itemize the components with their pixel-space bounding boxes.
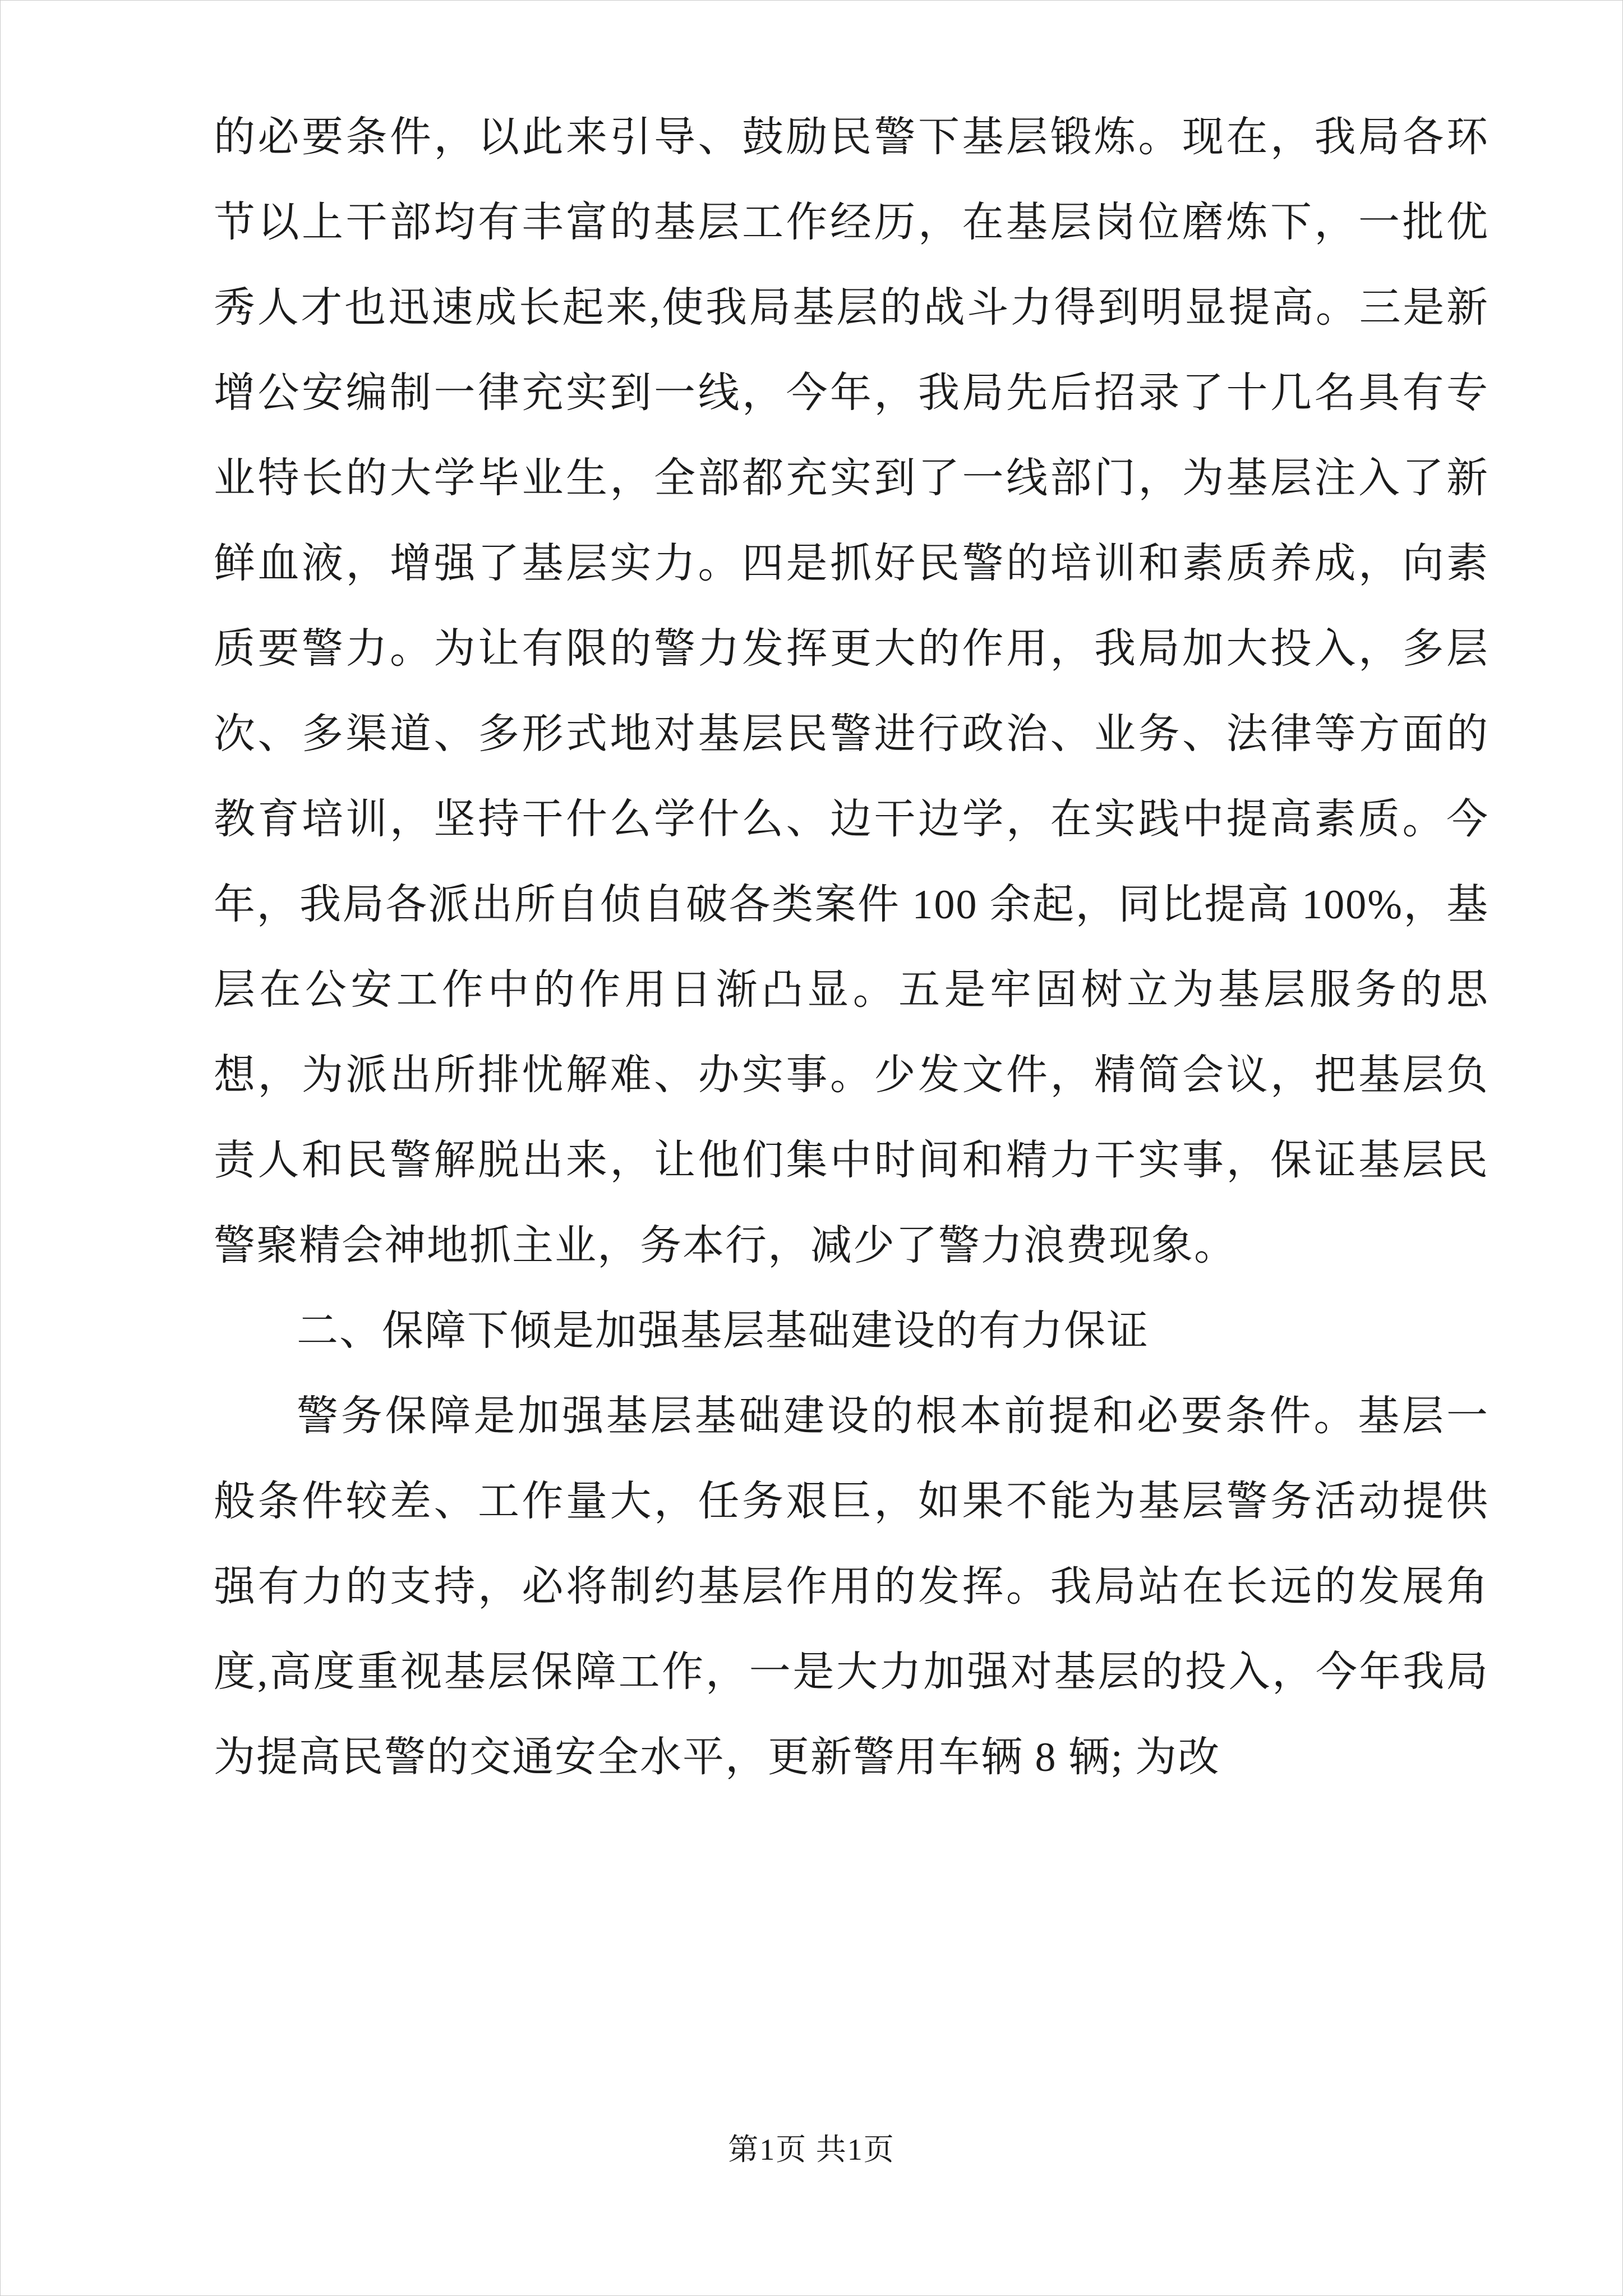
page-footer bbox=[1, 2130, 1622, 2169]
page-number-indicator: 第1页 共1页 bbox=[728, 2133, 895, 2166]
paragraph-continuation: 的必要条件，以此来引导、鼓励民警下基层锻炼。现在，我局各环节以上干部均有丰富的基层工作经历，在基层岗位磨炼下，一批优秀人才也迅速成长起来,使我局基层的战斗力得到明显提高。三是新增公安编制一律充实到一线，今年，我局先后招录了十几名具有专业特长的大学毕业生，全部都充实到了一线部门，为基层注入了新鲜血液，增强了基层实力。四是抓好民警的培训和素质养成，向素质要警力。为让有限的警力发挥更大的作用，我局加大投入，多层次、多渠道、多形式地对基层民警进行政治、业务、法律等方面的教育培训，坚持干什么学什么、边干边学，在实践中提高素质。今年，我局各派出所自侦自破各类案件 100 余起，同比提高 100%，基层在公安工作中的作用日渐凸显。五是牢固树立为基层服务的思想，为派出所排忧解难、办实事。少发文件，精简会议，把基层负责人和民警解脱出来，让他们集中时间和精力干实事，保证基层民警聚精会神地抓主业，务本行，减少了警力浪费现象。 bbox=[214, 114, 1489, 1269]
document-body bbox=[214, 95, 1489, 1800]
paragraph: 警务保障是加强基层基础建设的根本前提和必要条件。基层一般条件较差、工作量大，任务艰巨，如果不能为基层警务活动提供强有力的支持，必将制约基层作用的发挥。我局站在长远的发展角度,高度重视基层保障工作，一是大力加强对基层的投入，今年我局为提高民警的交通安全水平，更新警用车辆 8 辆; 为改 bbox=[214, 1393, 1489, 1780]
section-heading: 二、保障下倾是加强基层基础建设的有力保证 bbox=[297, 1308, 1149, 1354]
